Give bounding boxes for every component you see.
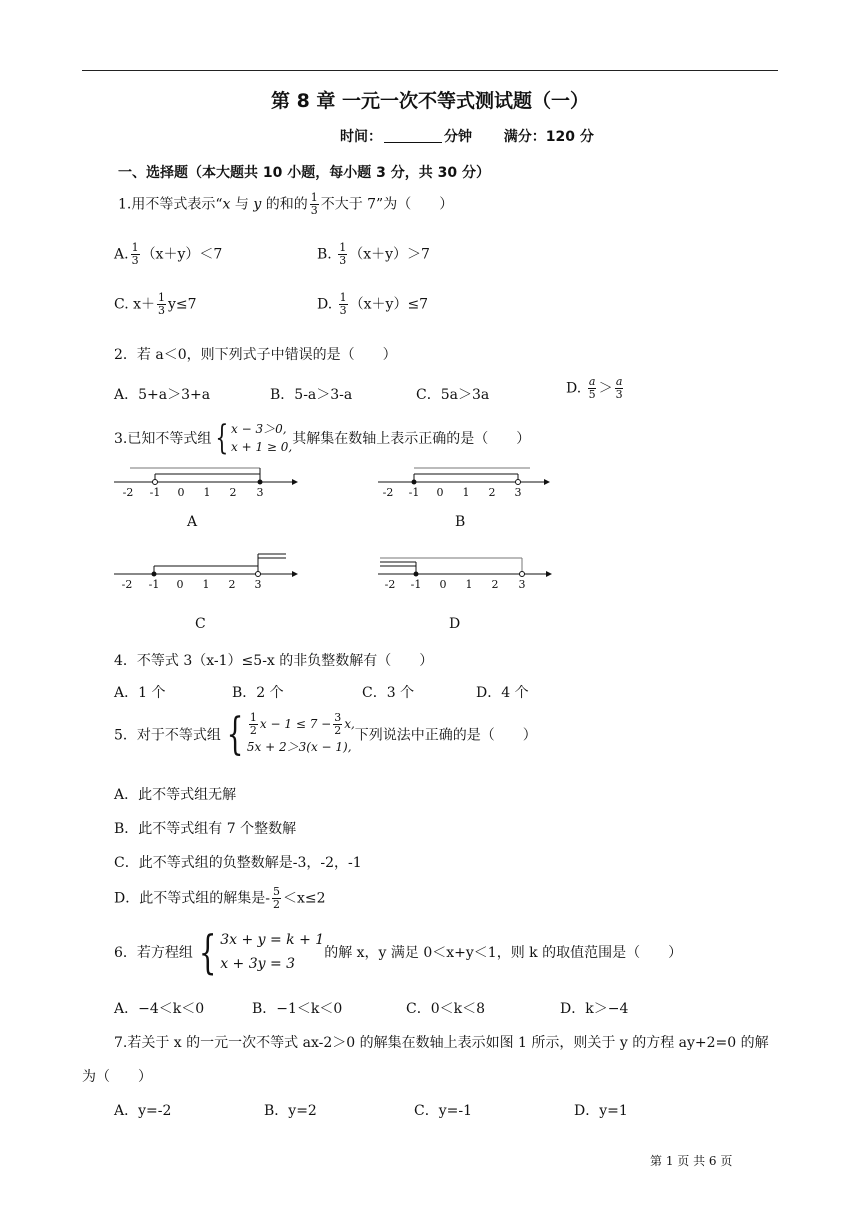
q1-option-b[interactable]: B. $\frac{1}{3}$ （x＋y）＞7 bbox=[317, 241, 430, 267]
time-score-line bbox=[340, 126, 594, 146]
q2-option-c[interactable]: C．5a＞3a bbox=[416, 387, 490, 403]
svg-text:0: 0 bbox=[436, 486, 444, 499]
q4-option-c[interactable]: C．3 个 bbox=[362, 685, 415, 701]
q5-option-d[interactable]: D．此不等式组的解集是- $\frac{5}{2}$ ＜x≤2 bbox=[114, 885, 326, 911]
svg-text:-1: -1 bbox=[148, 578, 160, 591]
score-label: 满分：120 分 bbox=[503, 129, 594, 145]
q6-option-c[interactable]: C．0＜k＜8 bbox=[406, 1001, 486, 1017]
q7-stem-line1: 7.若关于 x 的一元一次不等式 ax-2＞0 的解集在数轴上表示如图 1 所示，则关于 y 的方程 ay+2=0 的解 bbox=[114, 1035, 769, 1051]
time-unit: 分钟 bbox=[444, 129, 472, 145]
svg-text:1: 1 bbox=[462, 486, 470, 499]
q7-option-b[interactable]: B．y=2 bbox=[264, 1103, 317, 1119]
tick-labels bbox=[123, 486, 264, 499]
inequality-system: { $\frac{1}{2}$ x − 1 ≤ 7 − $\frac{3}{2}$ x, 5x + 2＞3(x − 1), bbox=[226, 708, 355, 760]
equation-system: { 3x + y = k + 1 x + 3y = 3 bbox=[198, 925, 325, 979]
q5-stem: 5．对于不等式组 { $\frac{1}{2}$ x − 1 ≤ 7 − $\frac{3}{2}$ x, 5x + 2＞3(x − 1), 下列说法中正确的是（ ） bbox=[114, 708, 537, 760]
svg-text:1: 1 bbox=[203, 486, 211, 499]
q7-option-d[interactable]: D．y=1 bbox=[574, 1103, 628, 1119]
number-line-label-a: A bbox=[187, 514, 198, 530]
q4-option-d[interactable]: D．4 个 bbox=[476, 685, 529, 701]
svg-text:2: 2 bbox=[488, 486, 496, 499]
number-line-a bbox=[110, 460, 300, 500]
inequality-system: { x − 3＞0, x + 1 ≥ 0, bbox=[215, 418, 293, 458]
svg-text:0: 0 bbox=[439, 578, 447, 591]
svg-text:0: 0 bbox=[176, 578, 184, 591]
svg-text:0: 0 bbox=[177, 486, 185, 499]
q2-option-d[interactable]: D. $\frac{a}{5}$ ＞ $\frac{a}{3}$ bbox=[566, 375, 623, 401]
svg-text:3: 3 bbox=[514, 486, 522, 499]
q2-option-a[interactable]: A．5+a＞3+a bbox=[114, 387, 211, 403]
number-line-c bbox=[110, 548, 300, 592]
svg-text:1: 1 bbox=[465, 578, 473, 591]
tick-labels bbox=[122, 578, 262, 591]
svg-text:3: 3 bbox=[254, 578, 262, 591]
number-line-label-d: D bbox=[449, 616, 461, 632]
q1-option-c[interactable]: C. x＋ $\frac{1}{3}$ y≤7 bbox=[114, 291, 197, 317]
q6-option-a[interactable]: A．−4＜k＜0 bbox=[114, 1001, 205, 1017]
q1-option-d[interactable]: D. $\frac{1}{3}$ （x＋y）≤7 bbox=[317, 291, 429, 317]
svg-text:-2: -2 bbox=[122, 486, 134, 499]
number-line-label-b: B bbox=[455, 514, 466, 530]
q1-stem: 1.用不等式表示“x 与 y 的和的 $\frac{1}{3}$ 不大于 7”为（ ） bbox=[118, 191, 454, 217]
number-line-b bbox=[376, 460, 552, 500]
q2-option-b[interactable]: B．5-a＞3-a bbox=[270, 387, 353, 403]
time-blank bbox=[384, 128, 442, 143]
q2-stem: 2．若 a＜0，则下列式子中错误的是（ ） bbox=[114, 347, 397, 363]
svg-text:-1: -1 bbox=[149, 486, 161, 499]
svg-text:2: 2 bbox=[229, 486, 237, 499]
q6-option-d[interactable]: D．k＞−4 bbox=[560, 1001, 629, 1017]
page-title: 第 8 章 一元一次不等式测试题（一） bbox=[270, 90, 590, 112]
q6-stem: 6．若方程组 { 3x + y = k + 1 x + 3y = 3 的解 x，y 满足 0＜x+y＜1，则 k 的取值范围是（ ） bbox=[114, 925, 683, 979]
q7-option-a[interactable]: A．y=-2 bbox=[114, 1103, 172, 1119]
fraction: $\frac{1}{3}$ bbox=[310, 191, 318, 217]
q5-option-c[interactable]: C．此不等式组的负整数解是-3，-2，-1 bbox=[114, 855, 362, 871]
q7-option-c[interactable]: C．y=-1 bbox=[414, 1103, 472, 1119]
svg-text:2: 2 bbox=[491, 578, 499, 591]
q5-option-a[interactable]: A．此不等式组无解 bbox=[114, 787, 237, 803]
svg-text:-2: -2 bbox=[384, 578, 396, 591]
number-line-label-c: C bbox=[195, 616, 206, 632]
q6-option-b[interactable]: B．−1＜k＜0 bbox=[252, 1001, 343, 1017]
svg-text:-1: -1 bbox=[410, 578, 422, 591]
svg-text:-1: -1 bbox=[408, 486, 420, 499]
q4-option-a[interactable]: A．1 个 bbox=[114, 685, 166, 701]
q5-option-b[interactable]: B．此不等式组有 7 个整数解 bbox=[114, 821, 297, 837]
q4-option-b[interactable]: B．2 个 bbox=[232, 685, 284, 701]
svg-text:-2: -2 bbox=[121, 578, 133, 591]
q3-stem: 3.已知不等式组 { x − 3＞0, x + 1 ≥ 0, 其解集在数轴上表示正确的是（ ） bbox=[114, 418, 531, 458]
q7-stem-line2: 为（ ） bbox=[82, 1069, 152, 1085]
section-heading: 一、选择题（本大题共 10 小题，每小题 3 分，共 30 分） bbox=[118, 165, 490, 181]
svg-text:-2: -2 bbox=[382, 486, 394, 499]
svg-text:2: 2 bbox=[228, 578, 236, 591]
q1-option-a[interactable]: A. $\frac{1}{3}$ （x＋y）＜7 bbox=[114, 241, 223, 267]
time-label: 时间： bbox=[340, 129, 382, 145]
page-number: 第 1 页 共 6 页 bbox=[650, 1154, 733, 1168]
tick-labels bbox=[385, 578, 526, 591]
header-rule bbox=[82, 70, 778, 71]
number-line-d bbox=[376, 548, 556, 602]
svg-text:3: 3 bbox=[256, 486, 264, 499]
svg-text:3: 3 bbox=[518, 578, 526, 591]
tick-labels bbox=[383, 486, 522, 499]
q4-stem: 4．不等式 3（x-1）≤5-x 的非负整数解有（ ） bbox=[114, 653, 434, 669]
svg-text:1: 1 bbox=[202, 578, 210, 591]
